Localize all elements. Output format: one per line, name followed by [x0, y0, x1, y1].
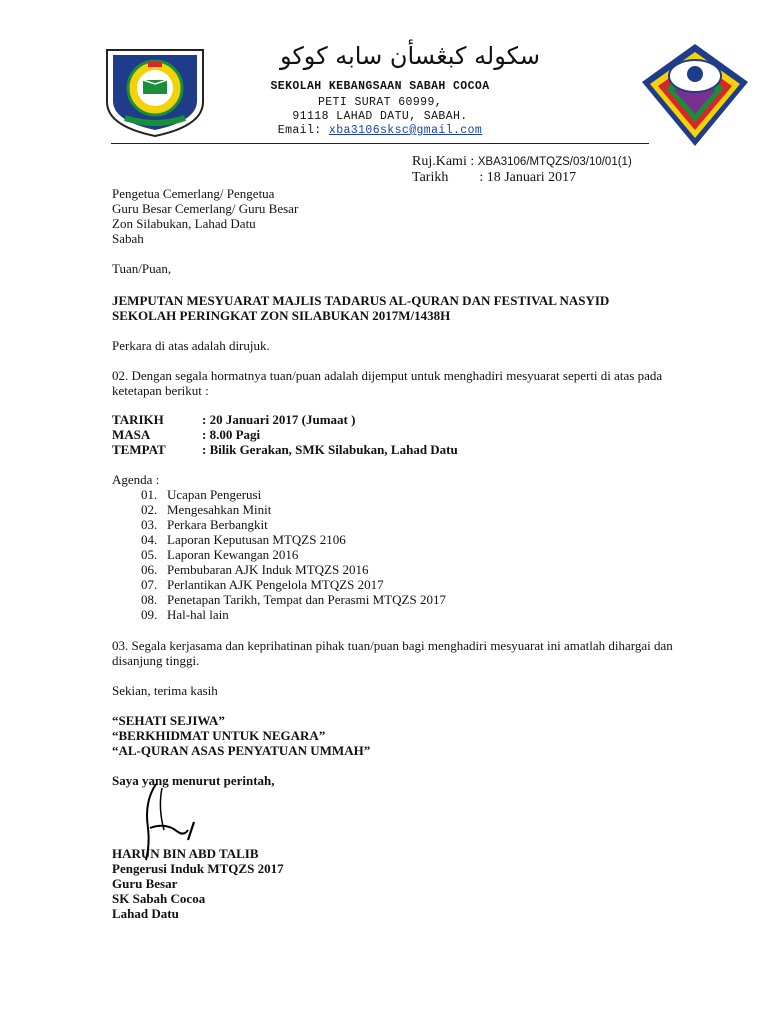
- recipient-line-2: Guru Besar Cemerlang/ Guru Besar: [112, 201, 299, 216]
- email-line: [220, 124, 540, 137]
- agenda-item: 09. Hal-hal lain: [141, 607, 229, 622]
- subject-line-1: JEMPUTAN MESYUARAT MAJLIS TADARUS AL-QURAN DAN FESTIVAL NASYID: [112, 293, 610, 308]
- paragraph-02-line-1: 02. Dengan segala hormatnya tuan/puan adalah dijemput untuk menghadiri mesyuarat seperti di atas pada: [112, 368, 663, 383]
- signatory-name: HARUN BIN ABD TALIB: [112, 846, 259, 861]
- closing-text: Sekian, terima kasih: [112, 683, 218, 698]
- address-line-2: 91118 LAHAD DATU, SABAH.: [292, 110, 468, 123]
- paragraph-02-line-2: ketetapan berikut :: [112, 383, 209, 398]
- agenda-item: 08. Penetapan Tarikh, Tempat dan Perasmi MTQZS 2017: [141, 592, 446, 607]
- date-line: [412, 170, 576, 186]
- slogan-3: “AL-QURAN ASAS PENYATUAN UMMAH”: [112, 743, 371, 758]
- ruj-value: XBA3106/MTQZS/03/10/01(1): [477, 156, 632, 168]
- detail-value-time: : 8.00 Pagi: [202, 427, 261, 442]
- school-crest-right: [640, 42, 750, 150]
- detail-label-venue: TEMPAT: [112, 442, 166, 457]
- agenda-item: 02. Mengesahkan Minit: [141, 502, 272, 517]
- school-crest-left: [103, 46, 207, 138]
- detail-value-venue: : Bilik Gerakan, SMK Silabukan, Lahad Datu: [202, 442, 458, 457]
- agenda-item: 01. Ucapan Pengerusi: [141, 487, 262, 502]
- salutation: Tuan/Puan,: [112, 261, 172, 276]
- recipient-line-1: Pengetua Cemerlang/ Pengetua: [112, 186, 275, 201]
- recipient-line-3: Zon Silabukan, Lahad Datu: [112, 216, 256, 231]
- school-name-jawi: سکوله کبڠسأن سابه کوکو: [279, 42, 541, 70]
- slogan-2: “BERKHIDMAT UNTUK NEGARA”: [112, 728, 326, 743]
- paragraph-03-line-1: 03. Segala kerjasama dan keprihatinan pihak tuan/puan bagi menghadiri mesyuarat ini amatlah dihargai dan: [112, 638, 673, 653]
- agenda-item: 03. Perkara Berbangkit: [141, 517, 268, 532]
- recipient-line-4: Sabah: [112, 231, 144, 246]
- signatory-title-2: Guru Besar: [112, 876, 178, 891]
- intro-text: Perkara di atas adalah dirujuk.: [112, 338, 270, 353]
- paragraph-03-line-2: disanjung tinggi.: [112, 653, 200, 668]
- detail-value-date: : 20 Januari 2017 (Jumaat ): [202, 412, 356, 427]
- subject-line-2: SEKOLAH PERINGKAT ZON SILABUKAN 2017M/1438H: [112, 308, 451, 323]
- detail-label-date: TARIKH: [112, 412, 164, 427]
- agenda-item: 04. Laporan Keputusan MTQZS 2106: [141, 532, 346, 547]
- agenda-item: 05. Laporan Kewangan 2016: [141, 547, 299, 562]
- signatory-title-4: Lahad Datu: [112, 906, 179, 921]
- agenda-item: 06. Pembubaran AJK Induk MTQZS 2016: [141, 562, 369, 577]
- slogan-1: “SEHATI SEJIWA”: [112, 713, 225, 728]
- agenda-item: 07. Perlantikan AJK Pengelola MTQZS 2017: [141, 577, 384, 592]
- signatory-title-1: Pengerusi Induk MTQZS 2017: [112, 861, 284, 876]
- ruj-label: Ruj.Kami :: [412, 154, 475, 169]
- date-value: : 18 Januari 2017: [479, 170, 577, 185]
- agenda-title: Agenda :: [112, 472, 160, 487]
- detail-label-time: MASA: [112, 427, 151, 442]
- school-name: SEKOLAH KEBANGSAAN SABAH COCOA: [270, 80, 490, 93]
- email-label: Email:: [277, 124, 322, 137]
- signatory-title-3: SK Sabah Cocoa: [112, 891, 206, 906]
- email-link[interactable]: xba3106sksc@gmail.com: [328, 124, 483, 137]
- date-label: Tarikh: [412, 170, 449, 185]
- header-divider: [111, 143, 649, 144]
- address-line-1: PETI SURAT 60999,: [317, 96, 443, 109]
- reference-line: [412, 154, 632, 170]
- yours-faithfully: Saya yang menurut perintah,: [112, 773, 275, 788]
